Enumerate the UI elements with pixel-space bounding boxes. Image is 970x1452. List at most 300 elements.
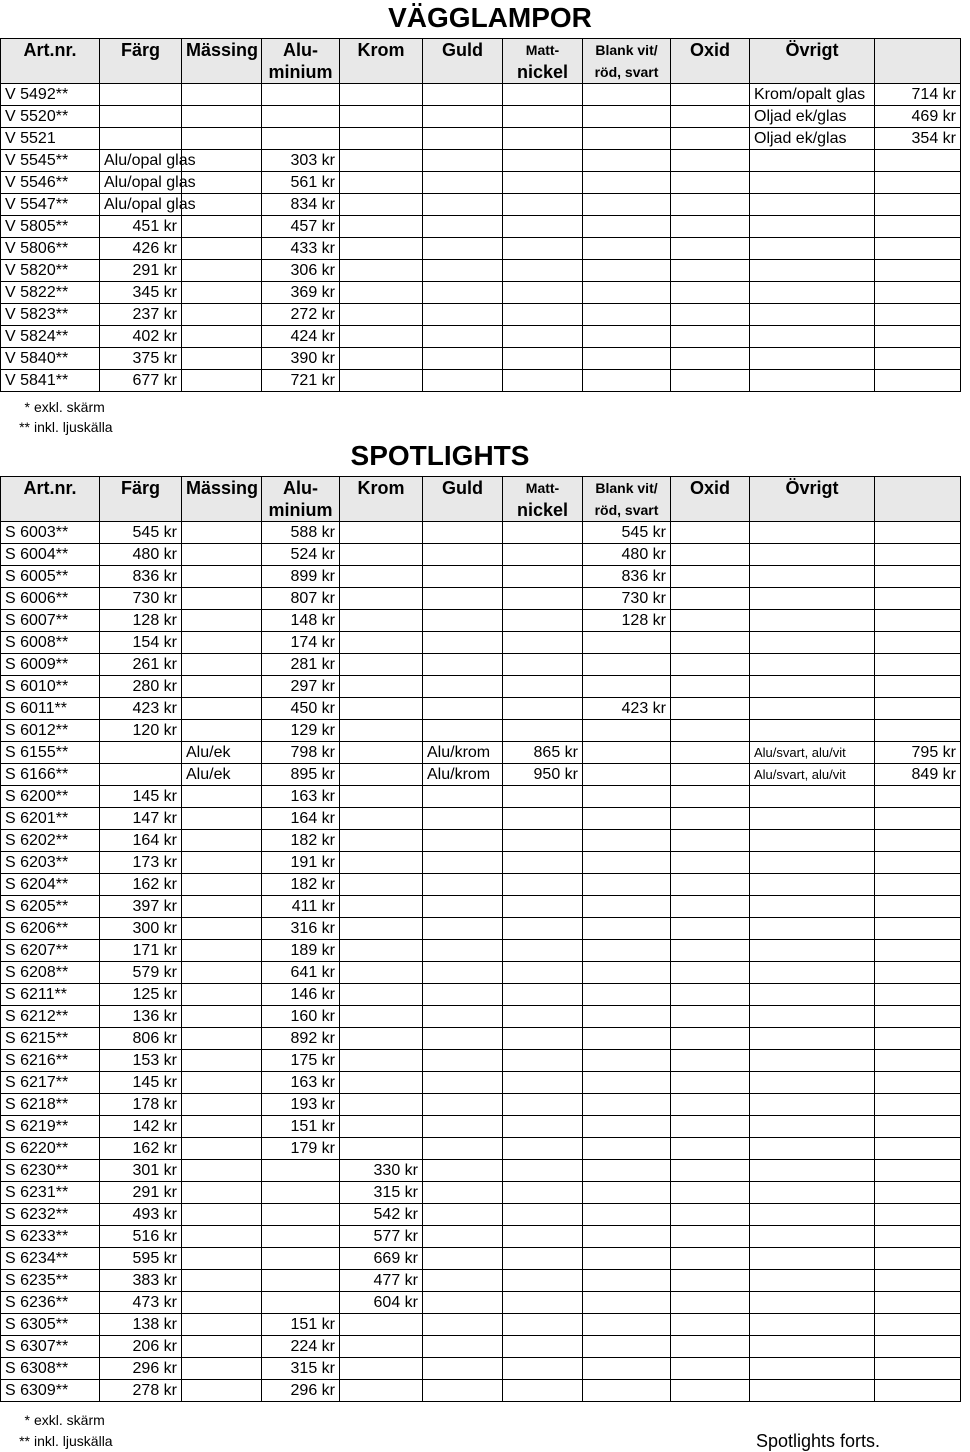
price-cell: 125 kr <box>100 984 182 1006</box>
price-cell <box>262 1226 340 1248</box>
price-cell <box>340 830 423 852</box>
article-number-cell: S 6234** <box>1 1248 100 1270</box>
price-cell <box>503 1094 583 1116</box>
column-header: Art.nr. <box>1 39 100 62</box>
price-cell: 433 kr <box>262 238 340 260</box>
price-cell <box>583 150 671 172</box>
price-cell <box>875 1336 961 1358</box>
article-number-cell: S 6200** <box>1 786 100 808</box>
article-number-cell: S 6217** <box>1 1072 100 1094</box>
price-cell: 423 kr <box>100 698 182 720</box>
header-row <box>1 499 961 522</box>
price-cell: 677 kr <box>100 370 182 392</box>
price-cell <box>875 1204 961 1226</box>
price-cell: 669 kr <box>340 1248 423 1270</box>
table-row <box>1 962 961 984</box>
price-cell <box>262 84 340 106</box>
price-cell <box>750 676 875 698</box>
price-cell: 480 kr <box>583 544 671 566</box>
column-header <box>423 61 503 84</box>
article-number-cell: S 6308** <box>1 1358 100 1380</box>
price-cell <box>503 522 583 544</box>
price-cell <box>340 128 423 150</box>
table-row <box>1 984 961 1006</box>
price-cell: 173 kr <box>100 852 182 874</box>
price-cell <box>423 786 503 808</box>
footnote-mark: ** <box>19 1433 30 1449</box>
table-row <box>1 588 961 610</box>
article-number-cell: S 6219** <box>1 1116 100 1138</box>
price-cell: 174 kr <box>262 632 340 654</box>
price-cell <box>503 1248 583 1270</box>
price-cell <box>423 304 503 326</box>
column-header <box>100 499 182 522</box>
section-title-spotlights: SPOTLIGHTS <box>350 440 530 471</box>
price-cell <box>340 1072 423 1094</box>
price-cell: Alu/ek <box>182 742 262 764</box>
price-cell <box>671 632 750 654</box>
column-header: Guld <box>423 477 503 500</box>
price-cell <box>503 260 583 282</box>
price-cell: 795 kr <box>875 742 961 764</box>
price-cell <box>503 1072 583 1094</box>
article-number-cell: V 5822** <box>1 282 100 304</box>
price-cell <box>750 786 875 808</box>
price-cell <box>875 370 961 392</box>
table-row <box>1 830 961 852</box>
price-cell <box>671 918 750 940</box>
price-cell <box>423 1226 503 1248</box>
price-cell <box>262 128 340 150</box>
price-cell <box>423 1094 503 1116</box>
column-header: Mässing <box>182 39 262 62</box>
price-cell <box>423 1314 503 1336</box>
price-cell: 145 kr <box>100 786 182 808</box>
price-cell: 315 kr <box>262 1358 340 1380</box>
price-cell: 162 kr <box>100 874 182 896</box>
price-cell: 193 kr <box>262 1094 340 1116</box>
price-cell <box>340 1050 423 1072</box>
price-cell <box>340 348 423 370</box>
price-cell <box>340 326 423 348</box>
price-cell <box>750 238 875 260</box>
price-cell <box>750 348 875 370</box>
price-cell <box>875 544 961 566</box>
footnote-exkl-skarm <box>0 398 105 416</box>
price-cell <box>750 632 875 654</box>
price-cell <box>423 588 503 610</box>
price-cell <box>182 326 262 348</box>
price-cell <box>671 1094 750 1116</box>
article-number-cell: S 6201** <box>1 808 100 830</box>
table-row <box>1 238 961 260</box>
table-row <box>1 1336 961 1358</box>
column-header <box>1 61 100 84</box>
table-row <box>1 1050 961 1072</box>
price-cell <box>583 1160 671 1182</box>
price-cell <box>671 326 750 348</box>
price-cell <box>671 720 750 742</box>
table-row <box>1 1028 961 1050</box>
price-cell <box>671 742 750 764</box>
article-number-cell: V 5805** <box>1 216 100 238</box>
price-cell <box>875 588 961 610</box>
price-cell: 178 kr <box>100 1094 182 1116</box>
table-row <box>1 304 961 326</box>
price-cell <box>182 1292 262 1314</box>
table-row <box>1 808 961 830</box>
price-cell <box>750 830 875 852</box>
column-header: Matt- <box>503 39 583 62</box>
table-row <box>1 1314 961 1336</box>
table-row <box>1 1204 961 1226</box>
price-cell <box>750 216 875 238</box>
table-row <box>1 1160 961 1182</box>
column-header: Blank vit/ <box>583 477 671 500</box>
price-cell: 561 kr <box>262 172 340 194</box>
price-cell <box>750 194 875 216</box>
price-cell: 345 kr <box>100 282 182 304</box>
price-cell <box>750 544 875 566</box>
price-cell <box>875 172 961 194</box>
price-cell: 950 kr <box>503 764 583 786</box>
price-cell <box>750 984 875 1006</box>
price-cell <box>750 1050 875 1072</box>
price-cell <box>875 830 961 852</box>
price-cell <box>340 106 423 128</box>
footnote-text: exkl. skärm <box>34 399 105 415</box>
price-cell <box>340 786 423 808</box>
column-header: minium <box>262 499 340 522</box>
price-cell <box>671 260 750 282</box>
article-number-cell: S 6232** <box>1 1204 100 1226</box>
article-number-cell: S 6166** <box>1 764 100 786</box>
price-cell: Alu/krom <box>423 764 503 786</box>
price-cell <box>340 1380 423 1402</box>
spotlights-price-table <box>0 476 961 1402</box>
price-cell <box>875 348 961 370</box>
price-cell <box>340 544 423 566</box>
price-cell: 834 kr <box>262 194 340 216</box>
price-cell <box>750 1116 875 1138</box>
price-cell <box>750 172 875 194</box>
price-cell <box>503 1336 583 1358</box>
price-cell <box>503 720 583 742</box>
price-cell: Alu/svart, alu/vit <box>750 742 875 764</box>
price-cell <box>423 172 503 194</box>
price-cell <box>182 260 262 282</box>
price-cell <box>750 1292 875 1314</box>
price-cell <box>583 896 671 918</box>
price-cell <box>750 1006 875 1028</box>
price-cell: 154 kr <box>100 632 182 654</box>
price-cell <box>182 1204 262 1226</box>
price-cell <box>340 1314 423 1336</box>
article-number-cell: V 5521 <box>1 128 100 150</box>
price-cell <box>671 304 750 326</box>
price-cell <box>671 1292 750 1314</box>
price-cell <box>340 1028 423 1050</box>
price-cell: 138 kr <box>100 1314 182 1336</box>
price-cell <box>583 326 671 348</box>
price-cell <box>503 588 583 610</box>
price-cell <box>503 1204 583 1226</box>
price-cell <box>750 1314 875 1336</box>
price-cell <box>875 874 961 896</box>
price-cell <box>340 194 423 216</box>
article-number-cell: S 6215** <box>1 1028 100 1050</box>
price-cell <box>262 1292 340 1314</box>
price-cell <box>182 238 262 260</box>
price-cell <box>262 106 340 128</box>
price-cell <box>423 106 503 128</box>
price-cell: 516 kr <box>100 1226 182 1248</box>
article-number-cell: S 6003** <box>1 522 100 544</box>
price-cell <box>750 566 875 588</box>
price-cell <box>340 962 423 984</box>
table-row <box>1 852 961 874</box>
price-cell <box>875 896 961 918</box>
price-cell <box>671 1116 750 1138</box>
price-cell <box>423 216 503 238</box>
price-cell: 330 kr <box>340 1160 423 1182</box>
article-number-cell: S 6012** <box>1 720 100 742</box>
price-cell <box>182 852 262 874</box>
price-cell <box>340 1138 423 1160</box>
price-cell: 390 kr <box>262 348 340 370</box>
table-row <box>1 1270 961 1292</box>
price-cell <box>671 610 750 632</box>
price-cell <box>671 1006 750 1028</box>
price-cell <box>340 1006 423 1028</box>
price-cell: 182 kr <box>262 830 340 852</box>
article-number-cell: V 5546** <box>1 172 100 194</box>
column-header <box>750 61 875 84</box>
table-row <box>1 194 961 216</box>
column-header <box>182 61 262 84</box>
price-cell: 369 kr <box>262 282 340 304</box>
footnote-exkl-skarm <box>0 1411 105 1429</box>
price-cell <box>875 1270 961 1292</box>
price-cell <box>423 1116 503 1138</box>
price-cell <box>340 896 423 918</box>
price-cell: 163 kr <box>262 1072 340 1094</box>
article-number-cell: S 6236** <box>1 1292 100 1314</box>
table-row <box>1 1072 961 1094</box>
price-cell <box>583 786 671 808</box>
price-cell <box>671 1314 750 1336</box>
price-cell <box>503 128 583 150</box>
price-cell <box>182 128 262 150</box>
price-cell <box>875 282 961 304</box>
price-cell <box>340 742 423 764</box>
article-number-cell: S 6231** <box>1 1182 100 1204</box>
price-cell: 588 kr <box>262 522 340 544</box>
price-cell <box>583 984 671 1006</box>
price-cell <box>671 128 750 150</box>
price-cell <box>423 238 503 260</box>
price-cell <box>503 566 583 588</box>
price-cell <box>423 1182 503 1204</box>
price-cell <box>182 106 262 128</box>
section-title-vagglampor: VÄGGLAMPOR <box>388 2 592 33</box>
price-cell <box>583 962 671 984</box>
price-cell <box>423 1006 503 1028</box>
price-cell <box>182 720 262 742</box>
price-cell: Oljad ek/glas <box>750 128 875 150</box>
column-header: Krom <box>340 39 423 62</box>
price-cell <box>671 1050 750 1072</box>
price-cell <box>750 1094 875 1116</box>
price-cell <box>182 1336 262 1358</box>
price-cell <box>340 172 423 194</box>
price-cell: 457 kr <box>262 216 340 238</box>
column-header: Krom <box>340 477 423 500</box>
price-cell: 128 kr <box>583 610 671 632</box>
article-number-cell: S 6010** <box>1 676 100 698</box>
price-cell: 281 kr <box>262 654 340 676</box>
price-cell <box>182 1006 262 1028</box>
price-cell <box>583 1116 671 1138</box>
article-number-cell: S 6005** <box>1 566 100 588</box>
price-cell <box>875 1138 961 1160</box>
price-cell <box>750 1226 875 1248</box>
price-cell <box>875 1248 961 1270</box>
article-number-cell: S 6235** <box>1 1270 100 1292</box>
price-cell <box>583 1248 671 1270</box>
table-row <box>1 282 961 304</box>
price-cell <box>503 172 583 194</box>
article-number-cell: V 5823** <box>1 304 100 326</box>
price-cell <box>182 1050 262 1072</box>
price-cell <box>750 1204 875 1226</box>
price-cell: 153 kr <box>100 1050 182 1072</box>
price-cell <box>671 172 750 194</box>
price-cell <box>182 1116 262 1138</box>
price-cell: 798 kr <box>262 742 340 764</box>
price-cell <box>423 544 503 566</box>
price-cell: Alu/svart, alu/vit <box>750 764 875 786</box>
article-number-cell: S 6155** <box>1 742 100 764</box>
price-cell <box>182 962 262 984</box>
price-cell <box>503 852 583 874</box>
price-cell <box>583 1182 671 1204</box>
price-cell <box>503 896 583 918</box>
price-cell <box>503 238 583 260</box>
price-cell <box>340 216 423 238</box>
footnote-mark: * <box>24 1412 30 1428</box>
price-cell <box>340 720 423 742</box>
table-row <box>1 216 961 238</box>
article-number-cell: S 6208** <box>1 962 100 984</box>
price-cell <box>503 1358 583 1380</box>
price-cell <box>750 720 875 742</box>
column-header: Alu- <box>262 39 340 62</box>
price-cell <box>583 1006 671 1028</box>
price-cell <box>875 1028 961 1050</box>
table-row <box>1 260 961 282</box>
table-row <box>1 1358 961 1380</box>
price-cell <box>583 348 671 370</box>
price-cell: Alu/opal glas <box>100 172 182 194</box>
price-cell: 136 kr <box>100 1006 182 1028</box>
price-cell <box>875 610 961 632</box>
article-number-cell: S 6218** <box>1 1094 100 1116</box>
price-cell <box>750 282 875 304</box>
price-cell <box>671 1270 750 1292</box>
price-cell: 164 kr <box>100 830 182 852</box>
article-number-cell: S 6011** <box>1 698 100 720</box>
table-row <box>1 874 961 896</box>
price-cell <box>423 260 503 282</box>
price-cell <box>875 786 961 808</box>
price-cell <box>583 676 671 698</box>
price-cell <box>583 830 671 852</box>
price-cell <box>671 544 750 566</box>
price-cell <box>182 304 262 326</box>
price-cell <box>671 150 750 172</box>
article-number-cell: V 5820** <box>1 260 100 282</box>
price-cell <box>423 654 503 676</box>
price-cell <box>340 1358 423 1380</box>
price-cell <box>750 1182 875 1204</box>
price-cell <box>182 1314 262 1336</box>
price-cell: 604 kr <box>340 1292 423 1314</box>
table-row <box>1 1292 961 1314</box>
column-header: Alu- <box>262 477 340 500</box>
price-cell <box>875 918 961 940</box>
price-cell: 469 kr <box>875 106 961 128</box>
price-cell <box>503 918 583 940</box>
price-cell: 493 kr <box>100 1204 182 1226</box>
price-cell: 477 kr <box>340 1270 423 1292</box>
price-cell: 278 kr <box>100 1380 182 1402</box>
price-cell: 291 kr <box>100 1182 182 1204</box>
price-cell <box>583 1226 671 1248</box>
price-cell <box>340 764 423 786</box>
price-cell: 451 kr <box>100 216 182 238</box>
price-cell <box>423 874 503 896</box>
price-cell <box>583 742 671 764</box>
price-cell <box>182 830 262 852</box>
column-header: Övrigt <box>750 477 875 500</box>
price-cell <box>875 1072 961 1094</box>
price-cell <box>503 326 583 348</box>
price-cell: Alu/ek <box>182 764 262 786</box>
article-number-cell: V 5547** <box>1 194 100 216</box>
column-header <box>671 499 750 522</box>
price-cell <box>750 1028 875 1050</box>
price-cell <box>340 610 423 632</box>
price-cell: 145 kr <box>100 1072 182 1094</box>
price-cell <box>340 1336 423 1358</box>
price-cell <box>671 194 750 216</box>
price-cell <box>182 588 262 610</box>
table-row <box>1 1248 961 1270</box>
header-row <box>1 61 961 84</box>
price-cell <box>750 896 875 918</box>
price-cell <box>671 348 750 370</box>
price-cell <box>671 940 750 962</box>
price-cell: 402 kr <box>100 326 182 348</box>
price-cell <box>423 984 503 1006</box>
article-number-cell: S 6309** <box>1 1380 100 1402</box>
article-number-cell: S 6009** <box>1 654 100 676</box>
table-row <box>1 764 961 786</box>
price-cell <box>671 698 750 720</box>
price-cell <box>750 150 875 172</box>
price-cell <box>750 1358 875 1380</box>
